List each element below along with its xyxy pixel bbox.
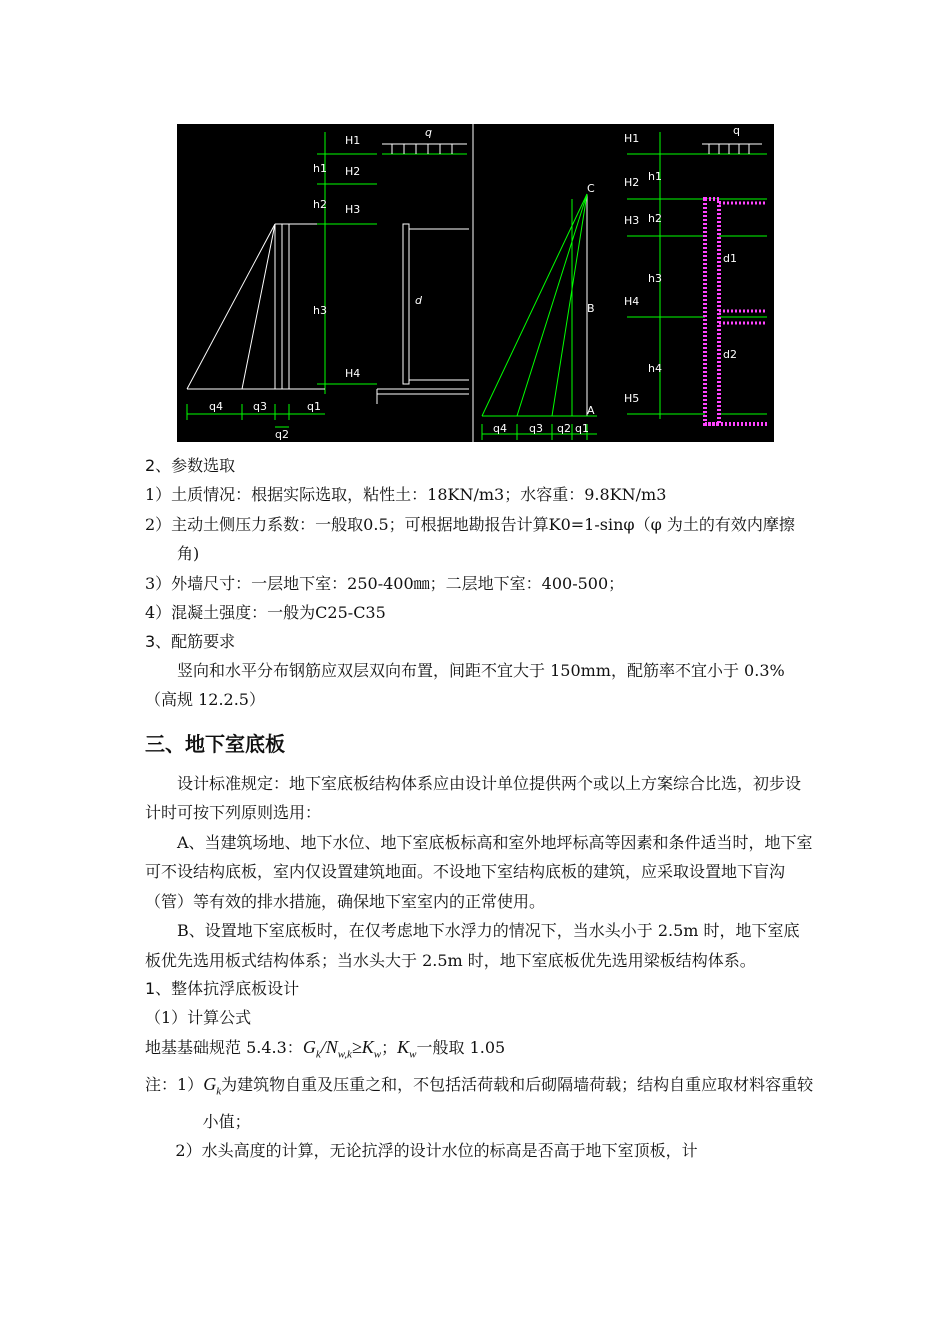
formula-kw: $K_w$ bbox=[397, 1036, 417, 1061]
label-h2-right: h2 bbox=[648, 212, 662, 225]
label-q1-left: q1 bbox=[307, 400, 321, 413]
chapter-para-1: 设计标准规定：地下室底板结构体系应由设计单位提供两个或以上方案综合比选，初步设计时可按下列原则选用： bbox=[145, 773, 802, 822]
label-h4-right: h4 bbox=[648, 362, 662, 375]
formula-line: 地基基础规范 5.4.3：$G_k/N_{w,k}\ge K_w$；$K_w$一般取 1.05 bbox=[145, 1036, 506, 1061]
label-A-right: A bbox=[587, 404, 595, 417]
note1-text: 为建筑物自重及压重之和，不包括活荷载和后砌隔墙荷载；结构自重应取材料容重较小值； bbox=[202, 1074, 814, 1131]
label-h3-right: h3 bbox=[648, 272, 662, 285]
sec3-title: 3、配筋要求 bbox=[145, 631, 236, 651]
retaining-wall-diagram bbox=[177, 124, 774, 442]
label-d2-right: d2 bbox=[723, 348, 737, 361]
note1-prefix: 注：1） bbox=[145, 1074, 204, 1094]
chapter-title: 三、地下室底板 bbox=[145, 731, 285, 756]
formula-heading: （1）计算公式 bbox=[145, 1008, 252, 1027]
note-2: 2）水头高度的计算，无论抗浮的设计水位的标高是否高于地下室顶板，计 bbox=[175, 1141, 698, 1161]
label-q3-right: q3 bbox=[529, 422, 543, 435]
sec3-para: 竖向和水平分布钢筋应双层双向布置，间距不宜大于 150mm，配筋率不宜小于 0.3%（高规 12.2.5） bbox=[145, 660, 785, 709]
diagram-svg bbox=[177, 124, 774, 442]
sub1-title: 1、整体抗浮底板设计 bbox=[145, 979, 300, 998]
label-q3-left: q3 bbox=[253, 400, 267, 413]
label-q-right: q bbox=[733, 124, 740, 137]
label-H1-right: H1 bbox=[624, 132, 640, 145]
chapter-para-A: A、当建筑场地、地下水位、地下室底板标高和室外地坪标高等因素和条件适当时，地下室可不设结构底板，室内仅设置建筑地面。不设地下室结构底板的建筑，应采取设置地下盲沟（管）等有效的排水措施，确保地下室室内的正常使用。 bbox=[145, 832, 813, 911]
label-h1-left: h1 bbox=[313, 162, 327, 175]
formula-expression: $G_k/N_{w,k}\ge K_w$ bbox=[302, 1036, 382, 1061]
note1-gk: $G_k$ bbox=[203, 1073, 222, 1098]
document-body bbox=[145, 452, 815, 1166]
sec2-item-3: 3）外墙尺寸：一层地下室：250-400㎜；二层地下室：400-500； bbox=[145, 573, 625, 593]
label-H2-left: H2 bbox=[345, 165, 361, 178]
sec2-title: 2、参数选取 bbox=[145, 456, 236, 475]
label-h3-left: h3 bbox=[313, 304, 327, 317]
label-H2-right: H2 bbox=[624, 176, 640, 189]
label-H1-left: H1 bbox=[345, 134, 361, 147]
label-q-left: q bbox=[425, 126, 432, 139]
label-H3-left: H3 bbox=[345, 203, 361, 216]
label-B-right: B bbox=[587, 302, 595, 315]
sec2-item-1: 1）土质情况：根据实际选取，粘性土：18KN/m3；水容重：9.8KN/m3 bbox=[145, 485, 667, 504]
label-q2-right: q2 bbox=[557, 422, 571, 435]
label-H5-right: H5 bbox=[624, 392, 640, 405]
label-H4-right: H4 bbox=[624, 295, 640, 308]
label-d-left: d bbox=[415, 294, 422, 307]
label-q2-left: q2 bbox=[275, 428, 289, 441]
sec2-item-2: 2）主动土侧压力系数：一般取0.5；可根据地勘报告计算K0=1-sinφ（φ 为土的有效内摩擦角) bbox=[145, 514, 795, 563]
label-H4-left: H4 bbox=[345, 367, 361, 380]
label-q1-right: q1 bbox=[575, 422, 589, 435]
label-q4-right: q4 bbox=[493, 422, 507, 435]
formula-suffix: 一般取 1.05 bbox=[416, 1037, 506, 1057]
chapter-para-B: B、设置地下室底板时，在仅考虑地下水浮力的情况下，当水头小于 2.5m 时，地下室底板优先选用板式结构体系；当水头大于 2.5m 时，地下室底板优先选用梁板结构体系。 bbox=[145, 921, 800, 970]
label-C-right: C bbox=[587, 182, 595, 195]
label-h2-left: h2 bbox=[313, 198, 327, 211]
label-H3-right: H3 bbox=[624, 214, 640, 227]
formula-prefix: 地基基础规范 5.4.3： bbox=[145, 1037, 303, 1057]
label-d1-right: d1 bbox=[723, 252, 737, 265]
sec2-item-4: 4）混凝土强度：一般为C25-C35 bbox=[145, 603, 386, 622]
label-q4-left: q4 bbox=[209, 400, 223, 413]
note-1 bbox=[145, 1070, 815, 1137]
label-h1-right: h1 bbox=[648, 170, 662, 183]
